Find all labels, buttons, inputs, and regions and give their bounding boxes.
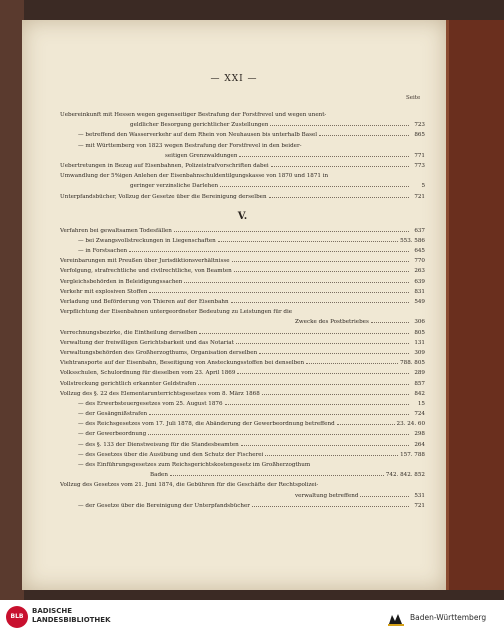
entry-text: Uebertretungen in Bezug auf Eisenbahnen, Polizeistrafvorschriften dabei	[60, 162, 269, 169]
page-number: 805	[414, 329, 425, 336]
section-letter: V.	[237, 210, 248, 222]
entry-text: — der Gesetze über die Bereinigung der Unterpfandsbücher	[78, 502, 250, 509]
leader-dots	[184, 282, 409, 283]
state-name[interactable]: Baden-Württemberg	[410, 613, 487, 622]
entry-text: Verladung und Beförderung von Thieren auf der Eisenbahn	[60, 299, 229, 305]
index-entry	[60, 171, 425, 181]
index-entry	[60, 120, 425, 130]
page-number: 857	[414, 380, 425, 387]
book-spine	[446, 20, 504, 590]
page-number: 771	[414, 152, 425, 159]
book-cover-edge	[0, 0, 24, 600]
entry-text: verwaltung betreffend	[295, 492, 359, 499]
entry-text: Vergleichsbehörden in Beleidigungssachen	[60, 278, 183, 285]
entry-text: — der Gesängnißstrafen	[78, 411, 148, 418]
index-entry	[60, 409, 425, 419]
index-entry	[60, 181, 425, 191]
index-entry	[60, 379, 425, 389]
leader-dots	[174, 231, 409, 232]
page-number: 770	[414, 258, 425, 265]
seite-label: Seite	[406, 95, 421, 101]
leader-dots	[129, 251, 409, 252]
leader-dots	[337, 424, 395, 425]
library-name[interactable]	[32, 607, 111, 625]
page-number: 723	[414, 122, 425, 129]
index-entry	[60, 419, 425, 429]
page-number: 721	[414, 193, 425, 200]
entry-text: — betreffend den Wasserverkehr auf dem Rhein von Neuhausen bis unterhalb Basel	[78, 132, 318, 139]
entry-text: Verfahren bei gewaltsamen Todesfällen	[60, 227, 172, 234]
leader-dots	[360, 496, 409, 497]
page-number: 298	[414, 431, 425, 438]
leader-dots	[149, 414, 409, 415]
page-number: 23. 24. 60	[396, 421, 425, 428]
entry-text: Baden	[150, 472, 168, 479]
entry-text: Zwecke des Postbetriebes	[295, 319, 369, 326]
index-entry	[60, 287, 425, 297]
leader-dots	[259, 353, 409, 354]
index-entry	[60, 429, 425, 439]
page-number: 773	[414, 162, 425, 169]
entry-text: seitigen Grenzwaldungen	[165, 152, 238, 159]
index-entry	[60, 328, 425, 338]
page-number: 131	[414, 339, 425, 346]
leader-dots	[271, 166, 409, 167]
entry-text: — der Gewerbeordnung	[78, 431, 147, 438]
page-number: 865	[414, 132, 425, 139]
index-entry	[60, 501, 425, 511]
page-number: 724	[414, 411, 425, 418]
entry-text: — in Forstsachen	[78, 248, 128, 255]
page-number: 645	[414, 248, 425, 255]
page-number: 788. 805	[400, 360, 425, 367]
entry-text: — des Reichsgesetzes vom 17. Juli 1878, die Abänderung der Gewerbeordnung betreffend	[78, 421, 335, 428]
leader-dots	[241, 445, 409, 446]
index-entry	[60, 399, 425, 409]
index-entry	[60, 470, 425, 480]
index-entry	[60, 440, 425, 450]
page-header: — XXI —	[210, 74, 258, 84]
page-number: 842	[414, 390, 425, 397]
leader-dots	[306, 363, 398, 364]
index-entry	[60, 161, 425, 171]
leader-dots	[231, 302, 409, 303]
entry-text: Vollzug des Gesetzes vom 21. Juni 1874, die Gebühren für die Geschäfte der Rechtspolizei-	[60, 482, 319, 489]
index-entry	[60, 110, 425, 120]
index-entry	[60, 256, 425, 266]
entry-text: Vollstreckung gerichtlich erkannter Geldstrafen	[60, 380, 197, 387]
leader-dots	[236, 343, 409, 344]
index-entry	[60, 307, 425, 317]
leader-dots	[237, 373, 409, 374]
entry-text: — des Einführungsgesetzes zum Reichsgerichtskostengesetz im Großherzogthum	[78, 462, 311, 468]
index-entry	[60, 460, 425, 470]
entry-text: Vereinbarungen mit Preußen über Jurisdiktionsverhältnisse	[60, 258, 230, 265]
page-number: 742. 842. 852	[385, 472, 425, 479]
entry-text: — des §. 133 der Dienstweisung für die Standesbeamten	[78, 441, 239, 448]
index-entry	[60, 266, 425, 276]
index-entries	[60, 110, 425, 511]
leader-dots	[225, 404, 409, 405]
page-number: 549	[414, 299, 425, 305]
index-entry	[60, 192, 425, 202]
entry-text: Verwaltung der freiwilligen Gerichtsbarkeit und das Notariat	[60, 339, 234, 346]
page-number: 309	[414, 349, 425, 356]
entry-text: Verkehr mit explosiven Stoffen	[60, 288, 148, 295]
leader-dots	[269, 197, 409, 198]
index-entry	[60, 130, 425, 140]
page-number: 553. 586	[400, 237, 425, 244]
entry-text: Viehtransporte auf der Eisenbahn, Beseitigung von Ansteckungsstoffen bei denselben	[60, 360, 305, 367]
index-entry	[60, 226, 425, 236]
index-entry	[60, 151, 425, 161]
index-entry	[60, 450, 425, 460]
index-entry	[60, 141, 425, 151]
entry-text: Vollzug des §. 22 des Elementarunterrichtsgesetzes vom 8. März 1868	[60, 390, 260, 397]
page-number: 263	[414, 268, 425, 275]
leader-dots	[218, 241, 398, 242]
index-entry	[60, 348, 425, 358]
entry-text: — des Erwerbsteuergesetzes vom 25. August 1876	[78, 400, 223, 407]
entry-text: — des Gesetzes über die Ausübung und den Schutz der Fischerei	[78, 451, 264, 458]
entry-text: Umwandlung der 5%igen Anlehen der Eisenbahnschuldentilgungskasse von 1870 und 1871 in	[60, 173, 329, 180]
index-entry	[60, 358, 425, 368]
entry-text: Verwaltungsbehörden des Großherzogthums, Organisation derselben	[60, 349, 258, 356]
entry-text: — mit Württemberg von 1823 wegen Bestrafung der Forstfrevel in den beider-	[78, 142, 302, 149]
leader-dots	[232, 261, 410, 262]
entry-text: Verrechnungsbezirke, die Eintheilung derselben	[60, 329, 198, 336]
leader-dots	[270, 125, 409, 126]
index-entry	[60, 368, 425, 378]
library-name-line2: LANDESBIBLIOTHEK	[32, 616, 111, 624]
page-number: 15	[417, 400, 425, 407]
leader-dots	[148, 434, 409, 435]
index-entry	[60, 246, 425, 256]
leader-dots	[319, 135, 409, 136]
entry-text: geldlicher Besorgung gerichtlicher Zustellungen	[130, 122, 269, 129]
leader-dots	[149, 292, 409, 293]
page-number: 306	[414, 319, 425, 326]
leader-dots	[234, 271, 409, 272]
page-number: 5	[421, 183, 425, 190]
leader-dots	[252, 506, 409, 507]
page-number: 289	[414, 370, 425, 377]
entry-text: — bei Zwangsvollstreckungen in Liegenschaften	[78, 237, 216, 244]
leader-dots	[220, 186, 409, 187]
page-number: 531	[414, 492, 425, 499]
page-number: 264	[414, 441, 425, 448]
leader-dots	[170, 475, 384, 476]
entry-text: Volksschulen, Schulordnung für dieselben vom 23. April 1869	[60, 370, 236, 377]
index-entry	[60, 338, 425, 348]
library-name-line1: BADISCHE	[32, 607, 72, 615]
index-entry	[60, 277, 425, 287]
page-number: 157. 788	[400, 451, 425, 458]
book-page	[22, 20, 446, 590]
page-number: 721	[414, 502, 425, 509]
page-number: 639	[414, 278, 425, 285]
page-number: 637	[414, 227, 425, 234]
leader-dots	[262, 394, 409, 395]
entry-text: Unterpfandsbücher, Vollzug der Gesetze über die Bereinigung derselben	[60, 193, 267, 200]
entry-text: Verfolgung, strafrechtliche und civilrechtliche, von Beamten	[60, 268, 232, 275]
leader-dots	[239, 156, 409, 157]
entry-text: Uebereinkunft mit Hessen wegen gegenseitiger Bestrafung der Forstfrevel und wegen unent-	[60, 112, 327, 118]
leader-dots	[198, 384, 409, 385]
leader-dots	[371, 322, 409, 323]
leader-dots	[199, 333, 409, 334]
entry-text: geringer verzinsliche Darlehen	[130, 183, 219, 190]
bw-lion-logo	[386, 611, 406, 627]
index-entry	[60, 297, 425, 307]
index-entry	[60, 480, 425, 490]
index-entry	[60, 389, 425, 399]
page-number: 831	[414, 288, 425, 295]
index-entry	[60, 491, 425, 501]
leader-dots	[265, 455, 398, 456]
index-entry	[60, 317, 425, 327]
blb-logo[interactable]: BLB	[6, 606, 28, 628]
entry-text: Verpflichtung der Eisenbahnen untergeordneter Bedeutung zu Leistungen für die	[60, 309, 293, 316]
index-entry	[60, 236, 425, 246]
